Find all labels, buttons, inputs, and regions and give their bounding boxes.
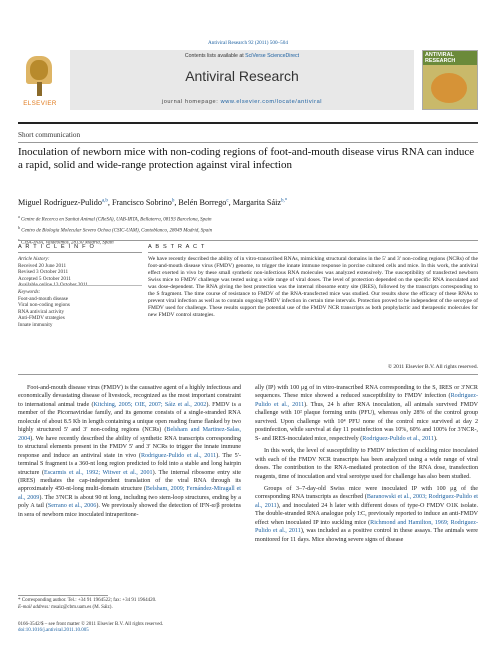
cover-artwork xyxy=(431,73,467,103)
body-paragraph: In this work, the level of susceptibility to FMDV infection of suckling mice inoculated with each of the FMDV NCR transcripts has been analyzed using a wide range of viral doses. The contribution to the RNA-mediated protection of the RNA dose, transfection reagents, time of inoculation and viral serotype used for challenge has also been studied. xyxy=(255,448,478,480)
cover-title: ANTIVIRAL RESEARCH xyxy=(425,52,456,64)
divider xyxy=(18,142,478,143)
abstract-text: We have recently described the ability of in vitro-transcribed RNAs, mimicking structural domains in the 5′ and 3′ non-coding regions (NCRs) of the foot-and-mouth disease virus (FMDV) genome, to trigger the innate immune response in porcine cultured cells and mice. In this work, the antiviral effect exerted in vivo by these small synthetic non-infectious RNA molecules was analyzed extensively. The susceptibility of transfected newborn Swiss mice to FMDV challenge was tested using a wide range of viral doses. The level of protection depended on the specific RNA inoculated and was dose-dependent. The RNA giving the best protection was the internal ribosome entry site (IRES), followed by the transcripts corresponding to the S fragment. The time course of resistance to FMDV of the RNA-transfected mice was studied. Our results show the efficacy of these RNAs to prevent viral infection as well as to contain ongoing FMDV infection in certain time intervals. Protection proved to be independent of the serotype of FMDV used for challenge. These results support the potential use of the FMDV NCR transcripts as both prophylactic and therapeutic molecules for new FMDV control strategies. xyxy=(148,256,478,318)
footnote-divider xyxy=(18,595,108,596)
divider xyxy=(18,240,478,241)
citation-link[interactable]: Kitching, 2005; OIE, 2007; Sáiz et al., 2002 xyxy=(93,401,207,408)
author-list: Miguel Rodríguez-Pulido$^{a,b}$, Francisco Sobrino$^b$, Belén Borrego$^c$, Margarita Sáiz$^{b,*}$ xyxy=(18,198,288,207)
journal-reference[interactable]: Antiviral Research 92 (2011) 500–504 xyxy=(208,40,288,46)
divider xyxy=(18,285,142,286)
footnote-email-line xyxy=(18,605,241,612)
tree-trunk-icon xyxy=(37,82,42,96)
article-history xyxy=(18,256,142,289)
body-column-right xyxy=(255,384,478,548)
affiliation: $^a$ Centre de Recerca en Sanitat Animal (CReSA), UAB-IRTA, Bellaterra, 08193 Barcelona, Spain xyxy=(18,214,212,223)
divider xyxy=(18,252,142,253)
citation-link[interactable]: Richmond and Hamilton, 1969; Rodriguez-Pulido et al., 2011 xyxy=(255,519,478,535)
homepage-prefix: journal homepage: xyxy=(161,99,219,105)
body-column-left xyxy=(18,384,241,523)
journal-cover-image xyxy=(422,50,478,110)
issn-line: 0166-3542/$ – see front matter © 2011 Elsevier B.V. All rights reserved. xyxy=(18,622,164,627)
homepage-link[interactable]: www.elsevier.com/locate/antiviral xyxy=(220,99,323,105)
contents-line xyxy=(70,53,414,59)
keyword: Foot-and-mouth disease xyxy=(18,295,68,302)
history-item: Revised 3 October 2011 xyxy=(18,269,69,275)
corresponding-author-footnote xyxy=(18,598,241,611)
author-name: Margarita Sáiz xyxy=(232,198,281,207)
citation-link[interactable]: Serrano et al., 2006 xyxy=(47,503,97,510)
history-item: Accepted 5 October 2011 xyxy=(18,275,71,282)
history-item: Available online 13 October 2011 xyxy=(18,282,89,288)
citation-link[interactable]: Belsham and Martinez-Salas, 2004 xyxy=(18,427,241,442)
doi-link[interactable]: doi:10.1016/j.antiviral.2011.10.005 xyxy=(18,628,89,634)
journal-homepage xyxy=(70,99,414,105)
keyword: Anti-FMDV strategies xyxy=(18,315,65,321)
author-affil-marker[interactable]: b,* xyxy=(281,198,288,204)
history-title: Article history: xyxy=(18,256,50,262)
history-item: Received 20 June 2011 xyxy=(18,262,67,269)
footnote-contact: * Corresponding author. Tel.: +34 91 1964522; fax: +34 91 1964420. xyxy=(18,598,157,603)
contents-prefix: Contents lists available at xyxy=(184,53,244,59)
sciencedirect-link[interactable]: SciVerse ScienceDirect xyxy=(245,53,300,59)
body-paragraph: ally (IP) with 100 μg of in vitro-transcribed RNA corresponding to the S, IRES or 3′NCR sequences. These mice showed a reduced susceptibility to FMDV infection (Rodriguez-Pulido et al., 2011). Thus, 24 h after RNA inoculation, all animals survived FMDV challenge with 10² plaque forming units (PFU), whereas only 28% of the control group survived. Upon challenge with 10⁴ PFU none of the control mice survived at day 2 postinfection, while survival at day 11 postinfection was 10%, 60% and 100% for 3′NCR-, S- and IRES-inoculated mice, respectively (Rodriguez-Pulido et al., 2011). xyxy=(255,385,478,442)
keyword: Viral non-coding regions xyxy=(18,302,70,308)
body-paragraph: Groups of 3–7-day-old Swiss mice were inoculated IP with 100 μg of the corresponding RNA transcripts as described (Baranowski et al., 2003; Rodriguez-Pulido et al., 2011), and inoculated 24 h later with different doses of type-O FMDV O1K isolate. The double-stranded RNA analogue poly I:C, previously reported to induce an anti-FMDV effect when inoculated IP into suckling mice (Richmond and Hamilton, 1969; Rodriguez-Pulido et al., 2011), was included as a positive control in these assays. The animals were monitored for 11 days. Mice showing severe signs of disease xyxy=(255,485,478,543)
abstract-heading: A B S T R A C T xyxy=(148,244,206,250)
section-type: Short communication xyxy=(18,131,81,139)
affiliation: $^b$ Centro de Biología Molecular Severo Ochoa (CSIC-UAM), Cantoblanco, 28049 Madrid, Spain xyxy=(18,225,213,234)
keywords-title: Keywords: xyxy=(18,289,41,295)
publisher-name: ELSEVIER xyxy=(23,100,57,107)
affiliations xyxy=(18,213,478,247)
issn-info xyxy=(18,622,318,635)
citation-link[interactable]: Baranowski et al., 2003; Rodriguez-Pulido et al., 2011 xyxy=(255,494,478,509)
elsevier-logo xyxy=(18,52,62,108)
keywords xyxy=(18,289,142,328)
citation-link[interactable]: Rodriguez-Pulido et al., 2011 xyxy=(140,452,217,459)
author-name: Francisco Sobrino xyxy=(112,198,172,207)
citation-link[interactable]: Rodriguez-Pulido et al., 2011 xyxy=(255,393,478,408)
author-affil-marker[interactable]: c xyxy=(226,198,229,204)
email-label: E-mail address: xyxy=(18,604,50,610)
author-affil-marker[interactable]: a,b xyxy=(101,198,108,204)
citation-link[interactable]: Belsham, 2009; Fernández-Miragall et al., 2009 xyxy=(18,486,242,501)
citation-link[interactable]: Escarmis et al., 1992; Witwer et al., 2001 xyxy=(44,469,153,476)
author-affil-marker[interactable]: b xyxy=(171,198,175,204)
author-name: Miguel Rodríguez-Pulido xyxy=(18,198,102,207)
divider xyxy=(148,252,478,253)
affiliation: $^c$ CISA-INIA, Valdeolmos, 28130 Madrid, Spain xyxy=(18,236,114,246)
author-name: Belén Borrego xyxy=(178,198,227,207)
keyword: Innate immunity xyxy=(18,321,53,328)
article-info-heading: A R T I C L E I N F O xyxy=(18,244,96,250)
article-title: Inoculation of newborn mice with non-coding regions of foot-and-mouth disease virus RNA can induce a rapid, solid and wide-range protection against viral infection xyxy=(18,146,475,172)
journal-banner xyxy=(70,50,414,110)
journal-title: Antiviral Research xyxy=(185,68,299,84)
keyword: RNA antiviral activity xyxy=(18,308,65,315)
body-paragraph: Foot-and-mouth disease virus (FMDV) is the causative agent of a highly infectious and economically devastating disease of livestock, recognized as the most important constraint to international animal trade (Kitching, 2005; OIE, 2007; Sáiz et al., 2002). FMDV is a member of the Picornaviridae family, and its genome consists of a single-stranded RNA molecule of about 8.5 Kb in length containing a unique open reading frame flanked by two highly structured 5′ and 3′ non-coding regions (NCRs) (Belsham and Martinez-Salas, 2004). We have recently described the ability of synthetic RNA transcripts corresponding to structural elements present in the FMDV 5′ and 3′ NCRs to trigger the innate immune response and induce an antiviral state in vivo (Rodriguez-Pulido et al., 2011). The 5′-terminal S fragment is a 360-nt long region predicted to fold into a stable and long hairpin structure (Escarmis et al., 1992; Witwer et al., 2001). The internal ribosome entry site (IRES) mediates the cap-independent translation of the viral RNA through its approximately 450-nt-long multi-domain structure (Belsham, 2009; Fernández-Miragall et al., 2009). The 3′NCR is about 90 nt long, including two stem-loop structures, ending by a poly A tail (Serrano et al., 2006). We previously showed the detection of IFN-α/β proteins in sera of newborn mice inoculated intraperitone- xyxy=(18,385,242,518)
citation-link[interactable]: Rodriguez-Pulido et al., 2011 xyxy=(362,435,434,442)
tree-canopy-icon xyxy=(30,60,48,80)
divider xyxy=(18,374,478,375)
email-address[interactable]: msaiz@cbm.uam.es (M. Sáiz). xyxy=(51,604,113,610)
copyright-notice: © 2011 Elsevier B.V. All rights reserved. xyxy=(387,364,478,370)
journal-header xyxy=(18,50,478,124)
